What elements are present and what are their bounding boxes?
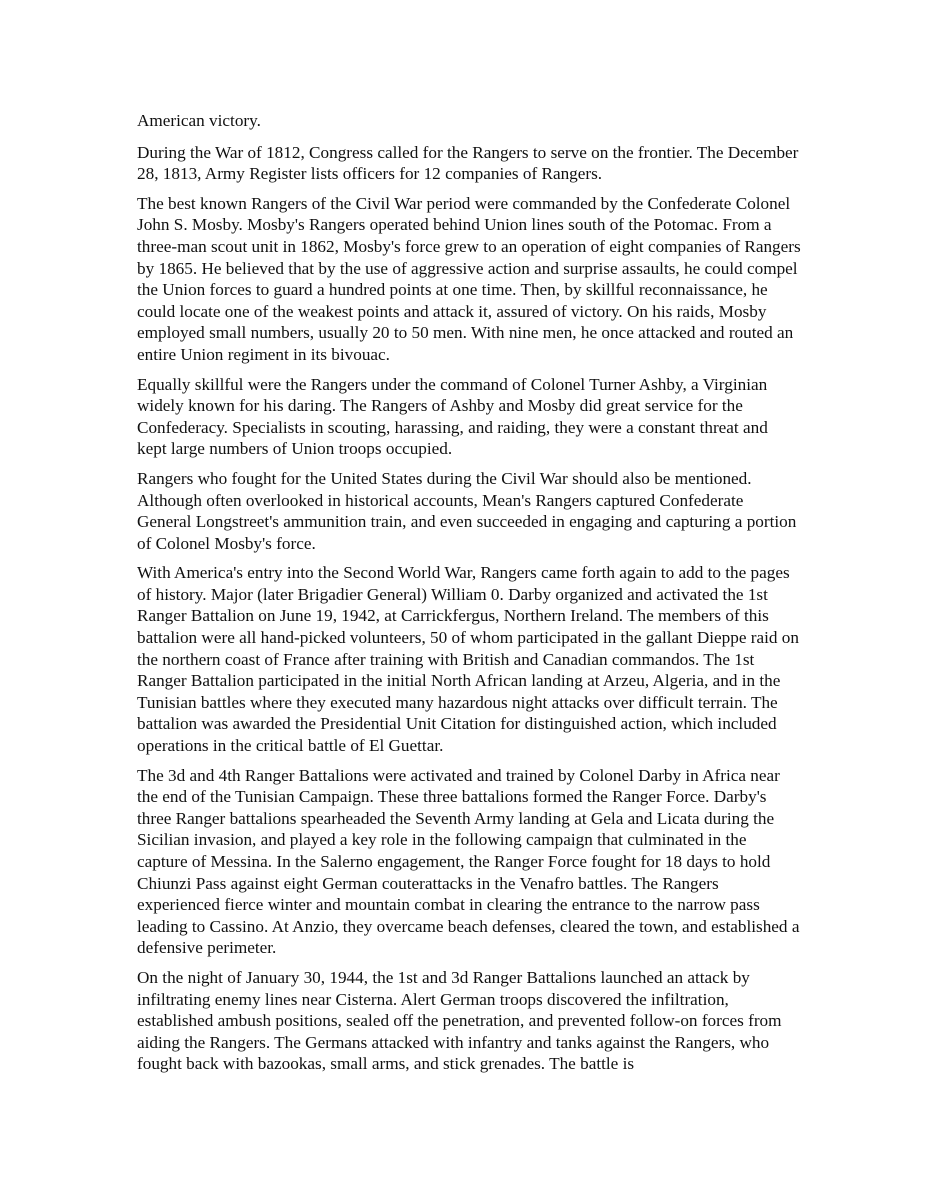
body-text bbox=[137, 110, 801, 1083]
paragraph-cisterna: On the night of January 30, 1944, the 1st and 3d Ranger Battalions launched an attack by infiltrating enemy lines near Cisterna. Alert German troops discovered the infiltration, established ambush positions, sealed off the penetration, and prevented follow-on forces from aiding the Rangers. The Germans attacked with infantry and tanks against the Rangers, who fought back with bazookas, small arms, and stick grenades. The battle is bbox=[137, 967, 782, 1074]
paragraph-war-of-1812: During the War of 1812, Congress called for the Rangers to serve on the frontier. The December 28, 1813, Army Register lists officers for 12 companies of Rangers. bbox=[137, 142, 799, 184]
paragraph-continuation: American victory. bbox=[137, 111, 261, 130]
paragraph-union-rangers: Rangers who fought for the United States during the Civil War should also be mentioned. Although often overlooked in historical accounts, Mean's Rangers captured Confederate General Longstreet's ammunition train, and even succeeded in engaging and capturing a portion of Colonel Mosby's force. bbox=[137, 468, 797, 553]
paragraph-ranger-force: The 3d and 4th Ranger Battalions were activated and trained by Colonel Darby in Africa near the end of the Tunisian Campaign. These three battalions formed the Ranger Force. Darby's three Ranger battalions spearheaded the Seventh Army landing at Gela and Licata during the Sicilian invasion, and played a key role in the following campaign that culminated in the capture of Messina. In the Salerno engagement, the Ranger Force fought for 18 days to hold Chiunzi Pass against eight German couterattacks in the Venafro battles. The Rangers experienced fierce winter and mountain combat in clearing the entrance to the narrow pass leading to Cassino. At Anzio, they overcame beach defenses, cleared the town, and established a defensive perimeter. bbox=[137, 765, 800, 958]
paragraph-second-world-war: With America's entry into the Second World War, Rangers came forth again to add to the pages of history. Major (later Brigadier General) William 0. Darby organized and activated the 1st Ranger Battalion on June 19, 1942, at Carrickfergus, Northern Ireland. The members of this battalion were all hand-picked volunteers, 50 of whom participated in the gallant Dieppe raid on the northern coast of France after training with British and Canadian commandos. The 1st Ranger Battalion participated in the initial North African landing at Arzeu, Algeria, and in the Tunisian battles where they executed many hazardous night attacks over difficult terrain. The battalion was awarded the Presidential Unit Citation for distinguished action, which included operations in the critical battle of El Guettar. bbox=[137, 563, 799, 756]
paragraph-mosby-rangers: The best known Rangers of the Civil War period were commanded by the Confederate Colonel John S. Mosby. Mosby's Rangers operated behind Union lines south of the Potomac. From a three-man scout unit in 1862, Mosby's force grew to an operation of eight companies of Rangers by 1865. He believed that by the use of aggressive action and surprise assaults, he could compel the Union forces to guard a hundred points at one time. Then, by skillful reconnaissance, he could locate one of the weakest points and attack it, assured of victory. On his raids, Mosby employed small numbers, usually 20 to 50 men. With nine men, he once attacked and routed an entire Union regiment in its bivouac. bbox=[137, 193, 801, 364]
paragraph-ashby-rangers: Equally skillful were the Rangers under the command of Colonel Turner Ashby, a Virginian widely known for his daring. The Rangers of Ashby and Mosby did great service for the Confederacy. Specialists in scouting, harassing, and raiding, they were a constant threat and kept large numbers of Union troops occupied. bbox=[137, 374, 768, 459]
